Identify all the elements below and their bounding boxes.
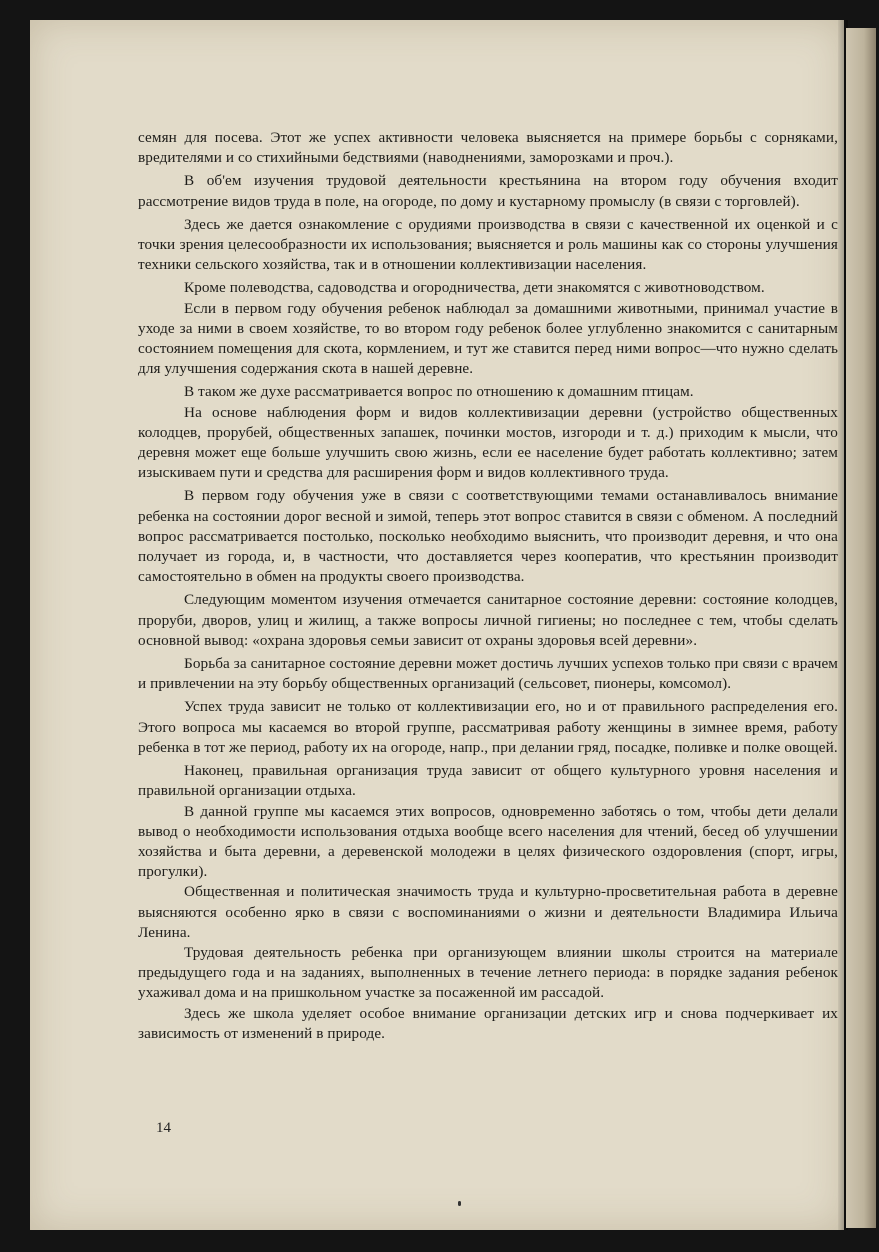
- paragraph: Следующим моментом изучения отмечается санитарное состояние деревни: состояние колодцев, проруби, дворов, улиц и жилищ, а также вопросы личной гигиены; но последнее с тем, чтобы сделать основной вывод: «охрана здоровья семьи зависит от охраны здоровья всей деревни».: [138, 591, 838, 649]
- paragraph: Здесь же школа уделяет особое внимание организации детских игр и снова подчеркивает их зависимость от изменений в природе.: [138, 1004, 838, 1042]
- paragraph: Наконец, правильная организация труда зависит от общего культурного уровня населения и правильной организации отдыха.: [138, 762, 838, 800]
- page-number: 14: [156, 1120, 171, 1136]
- paragraph: В об'ем изучения трудовой деятельности крестьянина на втором году обучения входит рассмотрение видов труда в поле, на огороде, по дому и кустарному промыслу (в связи с торговлей).: [138, 172, 838, 210]
- paragraph: На основе наблюдения форм и видов коллективизации деревни (устройство общественных колодцев, прорубей, общественных запашек, починки мостов, изгороди и т. д.) приходим к мысли, что деревня может еще больше улучшить свою жизнь, если ее население будет работать коллективно; затем изыскиваем пути и средства для расширения форм и видов коллективного труда.: [138, 403, 838, 482]
- ink-speck: [458, 1201, 461, 1206]
- paragraph: Если в первом году обучения ребенок наблюдал за домашними животными, принимал участие в уходе за ними в своем хозяйстве, то во втором году ребенок более углубленно знакомится с санитарным состоянием помещения для скота, кормлением, и тут же ставится перед ними вопрос—что нужно сделать для улучшения содержания скота в нашей деревне.: [138, 299, 838, 378]
- paragraph: Общественная и политическая значимость труда и культурно-просветительная работа в деревне выясняются особенно ярко в связи с воспоминаниями о жизни и деятельности Владимира Ильича Ленина.: [138, 883, 838, 941]
- next-page-edge: [846, 28, 876, 1228]
- paragraph: Здесь же дается ознакомление с орудиями производства в связи с качественной их оценкой и с точки зрения целесообразности их использования; выясняется и роль машины как со стороны улучшения техники сельского хозяйства, так и в отношении коллективизации населения.: [138, 215, 838, 274]
- paragraph: Трудовая деятельность ребенка при организующем влиянии школы строится на материале предыдущего года и на заданиях, выполненных в течение летнего периода: в порядке задания ребенок ухаживал дома и на пришкольном участке за посаженной им рассадой.: [138, 943, 838, 1002]
- paragraph: Успех труда зависит не только от коллективизации его, но и от правильного распределения его. Этого вопроса мы касаемся во второй группе, рассматривая работу женщины в зимнее время, работу ребенка в тот же период, работу их на огороде, напр., при делании гряд, посадке, поливке и полке овощей.: [138, 698, 838, 756]
- paragraph: В первом году обучения уже в связи с соответствующими темами останавливалось внимание ребенка на состоянии дорог весной и зимой, теперь этот вопрос ставится в связи с обменом. А последний вопрос рассматривается постолько, посколько необходимо выяснить, что производит деревня, и что она получает из города, и, в частности, что доставляется через кооператив, что крестьянин производит самостоятельно в обмен на продукты своего производства.: [138, 487, 838, 586]
- body-text: [138, 128, 838, 1047]
- paragraph: семян для посева. Этот же успех активности человека выясняется на примере борьбы с сорняками, вредителями и со стихийными бедствиями (наводнениями, заморозками и проч.).: [138, 129, 838, 167]
- paragraph: Кроме полеводства, садоводства и огородничества, дети знакомятся с животноводством.: [184, 279, 765, 297]
- paragraph: В таком же духе рассматривается вопрос по отношению к домашним птицам.: [184, 383, 694, 401]
- paragraph: В данной группе мы касаемся этих вопросов, одновременно заботясь о том, чтобы дети делали вывод о необходимости использования отдыха вообще всего населения для чтений, бесед об улучшении хозяйства и быта деревни, а деревенской молодежи в целях физического оздоровления (спорт, игры, прогулки).: [138, 802, 838, 881]
- paragraph: Борьба за санитарное состояние деревни может достичь лучших успехов только при связи с врачем и привлечении на эту борьбу общественных организаций (сельсовет, пионеры, комсомол).: [138, 655, 838, 693]
